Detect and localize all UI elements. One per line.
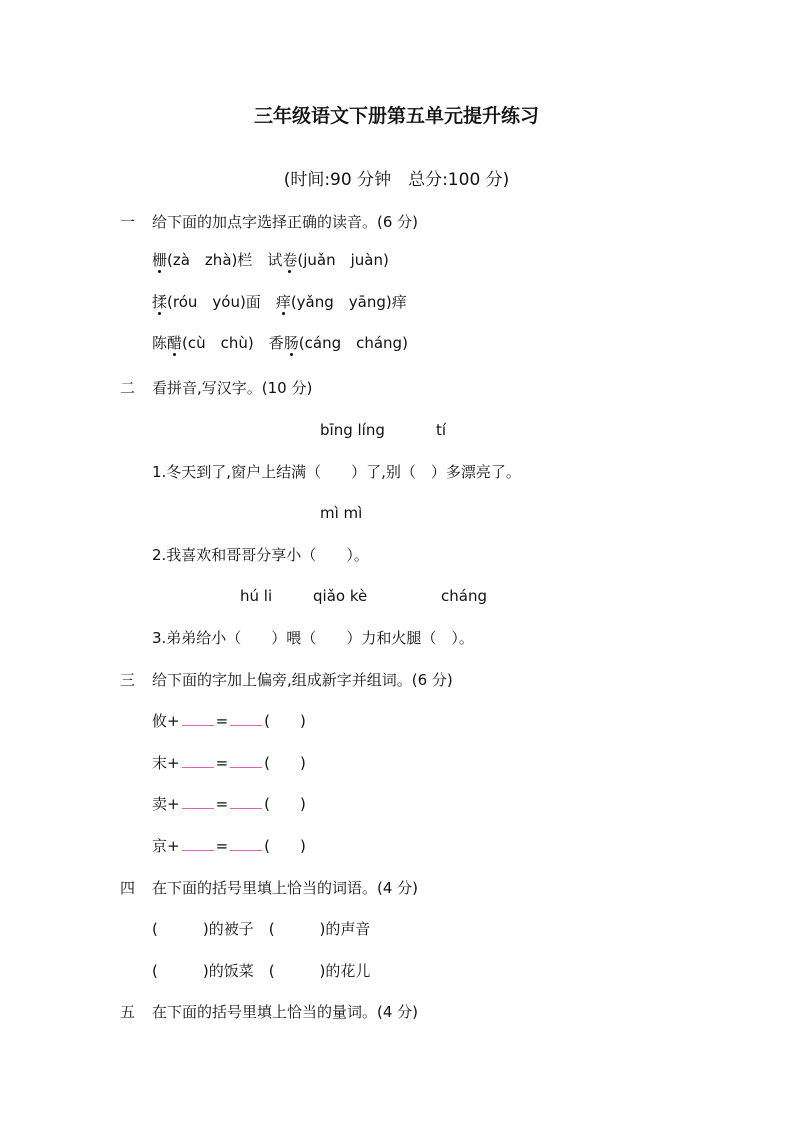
answer-blank[interactable] [182, 794, 214, 809]
pinyin-3c: cháng [441, 587, 487, 605]
dotted-char: 卷 [282, 251, 298, 269]
pinyin-3a: hú li [240, 587, 273, 605]
pinyin-1a: bīng líng [320, 421, 385, 439]
dotted-char: 栅 [152, 251, 168, 269]
section-3-heading: 给下面的字加上偏旁,组成新字并组词。(6 分) [152, 671, 453, 689]
q2-line-3: 3.弟弟给小（ ）喂（ ）力和火腿（ ）。 [152, 629, 474, 647]
section-2-number: 二 [120, 379, 136, 397]
pinyin-3b: qiǎo kè [313, 587, 368, 605]
section-5-heading: 在下面的括号里填上恰当的量词。(4 分) [152, 1003, 419, 1021]
section-1-heading: 给下面的加点字选择正确的读音。(6 分) [152, 213, 419, 231]
section-3-number: 三 [120, 671, 136, 689]
section-5-number: 五 [120, 1003, 136, 1021]
q4-row-2: ( )的饭菜 ( )的花儿 [152, 962, 371, 980]
answer-blank[interactable] [230, 836, 262, 851]
answer-blank[interactable] [230, 753, 262, 768]
dotted-char: 痒 [275, 293, 291, 311]
section-1-number: 一 [120, 213, 136, 231]
section-4-heading: 在下面的括号里填上恰当的词语。(4 分) [152, 879, 419, 897]
q3-row: 京+ = ( ) [152, 837, 306, 855]
q3-row: 攸+ = ( ) [152, 712, 306, 730]
answer-blank[interactable] [182, 711, 214, 726]
pinyin-2: mì mì [320, 504, 363, 522]
q2-line-1: 1.冬天到了,窗户上结满（ ）了,别（ ）多漂亮了。 [152, 463, 521, 481]
answer-blank[interactable] [182, 753, 214, 768]
dotted-char: 肠 [283, 334, 299, 352]
q4-row-1: ( )的被子 ( )的声音 [152, 920, 371, 938]
section-4-number: 四 [120, 879, 136, 897]
q1-row-3: 陈醋(cù chù) 香肠(cáng cháng) [152, 334, 408, 352]
q1-row-2: 揉(róu yóu)面 痒(yǎng yāng)痒 [152, 293, 407, 311]
exam-info: (时间:90 分钟 总分:100 分) [283, 170, 510, 190]
q1-row-1: 栅(zà zhà)栏 试卷(juǎn juàn) [152, 251, 389, 269]
dotted-char: 揉 [152, 293, 168, 311]
answer-blank[interactable] [230, 711, 262, 726]
q2-line-2: 2.我喜欢和哥哥分享小（ ）。 [152, 546, 369, 564]
pinyin-1b: tí [436, 421, 447, 439]
q3-row: 卖+ = ( ) [152, 795, 306, 813]
dotted-char: 醋 [167, 334, 183, 352]
page-title: 三年级语文下册第五单元提升练习 [253, 105, 539, 127]
answer-blank[interactable] [230, 794, 262, 809]
q3-row: 末+ = ( ) [152, 754, 306, 772]
section-2-heading: 看拼音,写汉字。(10 分) [152, 379, 313, 397]
answer-blank[interactable] [182, 836, 214, 851]
